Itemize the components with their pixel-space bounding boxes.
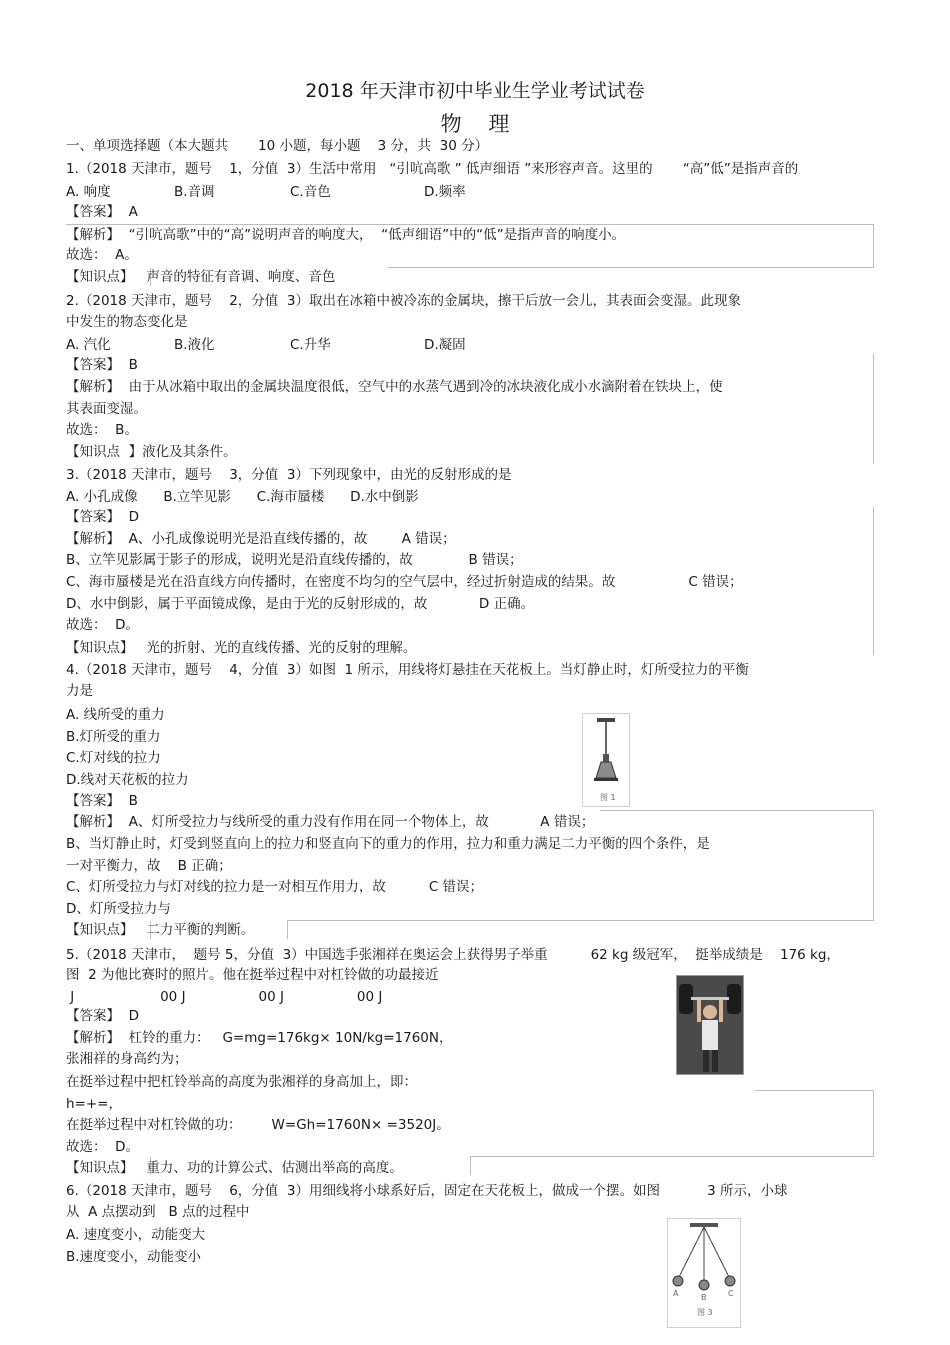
q3-analysis-c: C、海市蜃楼是光在沿直线方向传播时，在密度不均匀的空气层中，经过折射造成的结果。故 C 错误； [66,574,743,590]
q5-box-right [873,1090,874,1156]
q4-answer: 【答案】 B [66,793,138,809]
q3-knowledge-point: 【知识点】 光的折射、光的直线传播、光的反射的理解。 [66,640,417,656]
q2-option-a: A. 汽化 [66,337,111,353]
q3-options: A. 小孔成像 B.立竿见影 C.海市蜃楼 D.水中倒影 [66,489,419,505]
q4-analysis-b: B、当灯静止时，灯受到竖直向上的拉力和竖直向下的重力的作用，拉力和重力满足二力平衡的四个条件，是 [66,836,710,852]
q4-stem-line2: 力是 [66,683,93,699]
q5-analysis-gravity: 【解析】 杠铃的重力： G=mg=176kg× 10N/kg=1760N， [66,1030,453,1046]
q1-option-a: A. 响度 [66,184,111,200]
q4-box-top [600,810,874,811]
q1-option-d: D.频率 [424,184,466,200]
q2-analysis-line1: 【解析】 由于从冰箱中取出的金属块温度很低，空气中的水蒸气遇到冷的冰块液化成小水滴附着在铁块上，使 [66,379,723,395]
q2-option-c: C.升华 [290,337,331,353]
q6-stem-line1: 6.（2018 天津市，题号 6，分值 3）用细线将小球系好后，固定在天花板上，做成一个摆。如图 3 所示，小球 [66,1183,788,1199]
q5-stem-line2: 图 2 为他比赛时的照片。他在挺举过程中对杠铃做的功最接近 [66,967,439,983]
point-c-label: C [728,1289,734,1298]
section-heading: 一、单项选择题（本大题共 10 小题，每小题 3 分，共 30 分） [66,138,489,154]
q5-knowledge-point: 【知识点】 重力、功的计算公式、估测出举高的高度。 [66,1160,403,1176]
exam-title: 2018 年天津市初中毕业生学业考试试卷 [305,80,645,102]
q5-analysis-h: h=+=， [66,1096,122,1112]
figure-3-pendulum [667,1218,741,1328]
q1-option-b: B.音调 [174,184,215,200]
q5-analysis-lift: 在挺举过程中把杠铃举高的高度为张湘祥的身高加上，即： [66,1074,417,1090]
q1-box-right [873,224,874,268]
q5-box-top [755,1090,873,1091]
q2-stem-line2: 中发生的物态变化是 [66,314,188,330]
figure-2-weightlifter [676,975,744,1075]
q1-answer: 【答案】 A [66,204,138,220]
q4-option-c: C.灯对线的拉力 [66,750,161,766]
q2-option-b: B.液化 [174,337,215,353]
q2-analysis-line2: 其表面变湿。 [66,401,147,417]
q4-option-a: A. 线所受的重力 [66,707,165,723]
q5-options: J 00 J 00 J 00 J [66,989,383,1005]
q1-analysis: 【解析】 “引吭高歌”中的“高”说明声音的响度大， “低声细语”中的“低”是指声音的响度小。 [66,227,626,243]
q4-analysis-b-cont: 一对平衡力，故 B 正确； [66,858,232,874]
q5-analysis-work: 在挺举过程中对杠铃做的功： W=Gh=1760N× =3520J。 [66,1117,450,1133]
q1-box-bottom [388,267,874,268]
q5-kp-end [470,1157,471,1175]
q3-choose: 故选： D。 [66,617,139,633]
q3-box-right [873,507,874,655]
q2-option-d: D.凝固 [424,337,466,353]
figure-3-caption: 图 3 [697,1308,713,1317]
q4-kp-end [287,921,288,939]
figure-1-lamp [582,713,630,807]
q4-analysis-a: 【解析】 A、灯所受拉力与线所受的重力没有作用在同一个物体上，故 A 错误； [66,814,595,830]
q4-knowledge-point: 【知识点】 二力平衡的判断。 [66,922,255,938]
q3-analysis-d: D、水中倒影，属于平面镜成像，是由于光的反射形成的，故 D 正确。 [66,596,535,612]
q4-option-d: D.线对天花板的拉力 [66,772,189,788]
q2-stem-line1: 2.（2018 天津市，题号 2，分值 3）取出在冰箱中被冷冻的金属块，擦干后放一会儿，其表面会变湿。此现象 [66,293,741,309]
q6-option-a: A. 速度变小，动能变大 [66,1227,206,1243]
q1-knowledge-point: 【知识点】 声音的特征有音调、响度、音色 [66,269,336,285]
q4-option-b: B.灯所受的重力 [66,729,161,745]
point-b-label: B [701,1293,707,1302]
q2-choose: 故选： B。 [66,422,138,438]
q4-analysis-d: D、灯所受拉力与 [66,901,171,917]
q3-stem: 3.（2018 天津市，题号 3，分值 3）下列现象中，由光的反射形成的是 [66,467,512,483]
q5-stem-line1: 5.（2018 天津市， 题号 5，分值 3）中国选手张湘祥在奥运会上获得男子举重 62 kg 级冠军， 挺举成绩是 176 kg， [66,947,840,963]
q4-analysis-c: C、灯所受拉力与灯对线的拉力是一对相互作用力，故 C 错误； [66,879,484,895]
q1-choose: 故选： A。 [66,247,138,263]
weightlifter-photo-icon [677,976,743,1074]
q5-analysis-height: 张湘祥的身高约为； [66,1051,188,1067]
q1-stem: 1.（2018 天津市，题号 1，分值 3）生活中常用 “引吭高歌 ” 低声细语 ”来形容声音。这里的 “高”低”是指声音的 [66,161,799,177]
q5-choose: 故选： D。 [66,1139,139,1155]
q2-box-right [873,354,874,464]
subject-title: 物 理 [440,112,510,136]
q3-answer: 【答案】 D [66,509,139,525]
q3-analysis-a: 【解析】 A、小孔成像说明光是沿直线传播的，故 A 错误； [66,531,456,547]
q3-analysis-b: B、立竿见影属于影子的形成，说明光是沿直线传播的，故 B 错误； [66,552,523,568]
q1-option-c: C.音色 [290,184,331,200]
q6-stem-line2: 从 A 点摆动到 B 点的过程中 [66,1204,250,1220]
q6-option-b: B.速度变小，动能变小 [66,1249,202,1265]
q5-box-bottom [470,1156,874,1157]
q1-box-top [66,224,874,225]
q2-answer: 【答案】 B [66,357,138,373]
figure-1-caption: 图 1 [600,793,616,802]
q4-box-right [873,810,874,920]
q5-answer: 【答案】 D [66,1008,139,1024]
q2-knowledge-point: 【知识点 】液化及其条件。 [66,444,237,460]
point-a-label: A [673,1289,679,1298]
q4-box-bottom [287,920,874,921]
q4-stem-line1: 4.（2018 天津市，题号 4，分值 3）如图 1 所示，用线将灯悬挂在天花板上。当灯静止时，灯所受拉力的平衡 [66,662,749,678]
